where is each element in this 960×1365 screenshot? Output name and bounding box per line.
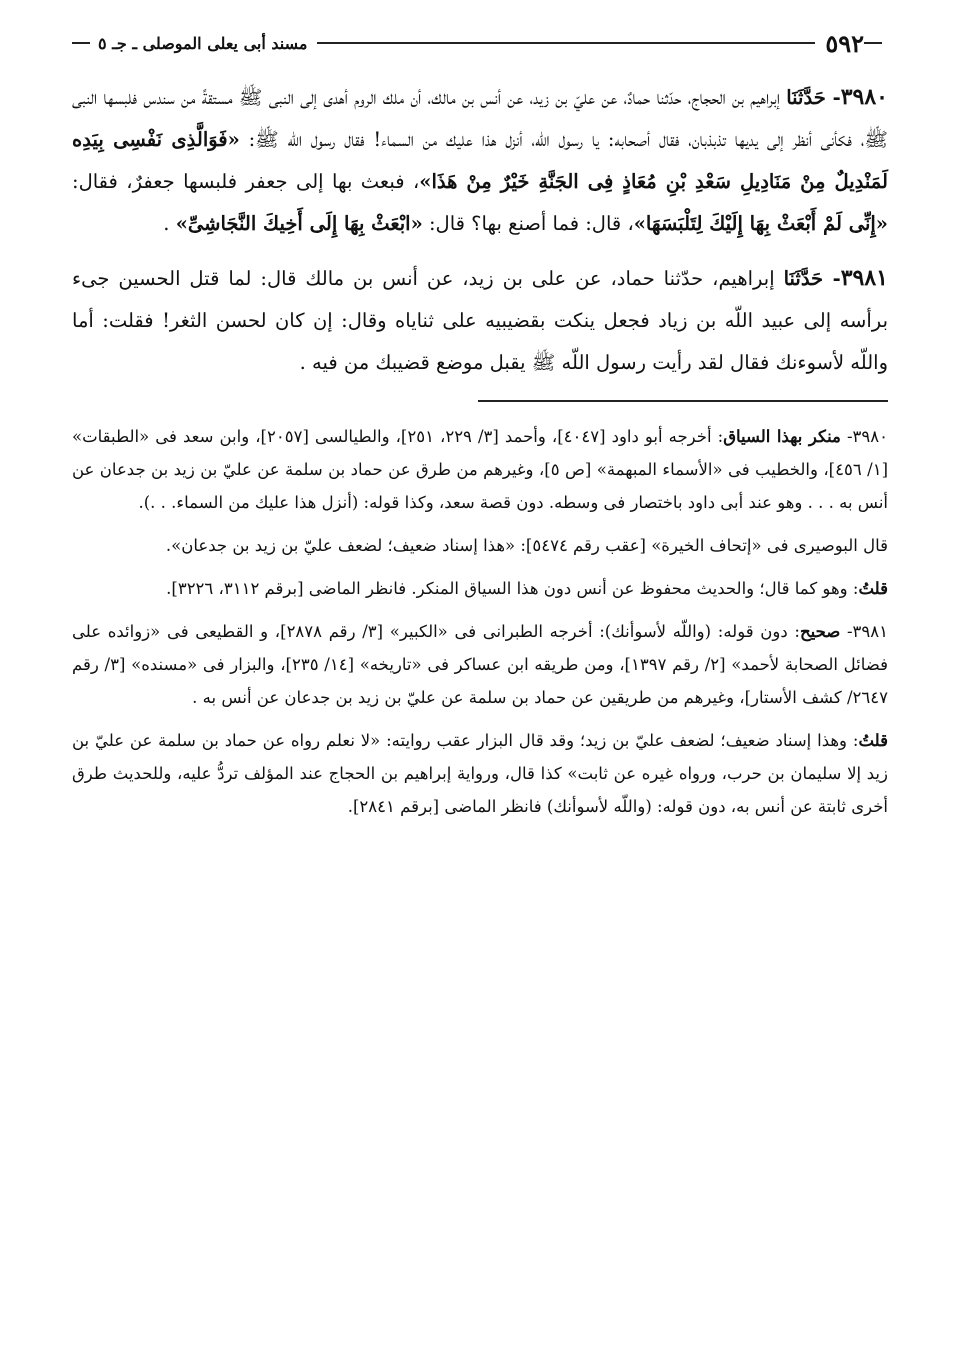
note-3981-qultu xyxy=(72,724,888,823)
note-text: : أخرجه أبو داود [٤٠٤٧]، وأحمد [٣/ ٢٢٩، ٢٥١]، والطيالسى [٢٠٥٧]، وابن سعد فى «الطبقات» [١/ ٤٥٦]، والخطيب فى «الأسماء المبهمة» [ص ٥]، وغيرهم من طرق عن حماد بن سلمة عن عليّ بن زيد بن جدعان عن أنس به . . . وهو عند أبى داود باختصار فى وسطه. دون قصة سعد، وكذا قوله: (أنزل هذا عليك من السماء. . .). xyxy=(72,427,888,512)
prophetic-quote: «إِنِّى لَمْ أَبْعَثْ بِهَا إِلَيْكَ لِتَلْبَسَهَا» xyxy=(633,212,888,235)
header-dash-left xyxy=(72,42,90,44)
hadith-text: إبراهيم، حدّثنا حماد، عن على بن زيد، عن أنس بن مالك قال: لما قتل الحسين جىء برأسه إلى عبيد اللّه بن زياد فجعل ينكت بقضيبيه على ثناياه وقال: إن كان لحسن الثغر! فقلت: أما واللّه لأسوءنك فقال لقد رأيت رسول اللّه ﷺ يقبل موضع قضيبك من فيه . xyxy=(72,267,888,374)
hadith-3981: ٣٩٨١- حَدَّثَنَا إبراهيم، حدّثنا حماد، عن على بن زيد، عن أنس بن مالك قال: لما قتل الحسين جىء برأسه إلى عبيد اللّه بن زياد فجعل ينكت بقضيبيه على ثناياه وقال: إن كان لحسن الثغر! فقلت: أما واللّه لأسوءنك فقال لقد رأيت رسول اللّه ﷺ يقبل موضع قضيبك من فيه . xyxy=(72,265,888,374)
hadith-text: ، فبعث بها إلى جعفر فلبسها جعفرٌ، فقال: xyxy=(72,170,420,193)
note-3981-main: ٣٩٨١- صحيح: دون قوله: (واللّه لأسوأنك): أخرجه الطبرانى فى «الكبير» [٣/ رقم ٢٨٧٨]، و القطيعى فى «زوائده على فضائل الصحابة لأحمد» [٢/ رقم ١٣٩٧]، ومن طريقه ابن عساكر فى «تاريخه» [١٤/ ٢٣٥]، والبزار فى «مسنده» [٣/ رقم ٢٦٤٧/ كشف الأستار]، وغيرهم من طريقين عن حماد بن سلمة عن عليّ بن زيد بن جدعان عن أنس به . xyxy=(72,622,888,707)
hadith-text: إبراهيم بن الحجاج، حدّثنا حمادٌ، عن عليّ بن زيد، عن أنس بن مالك، أن ملك الروم أهدى إلى النبى ﷺ مستقةً من سندس فلبسها النبى ﷺ، فكأنى أنظر إلى يديها تذبذبان، فقال أصحابه: يا رسول اللّه، أنزل هذا عليك من السماء! فقال رسول اللّه ﷺ: xyxy=(72,86,888,151)
header-dash-right xyxy=(864,42,882,44)
note-3980-qultu xyxy=(72,572,888,605)
header-rule xyxy=(317,42,815,44)
note-number: ٣٩٨٠ xyxy=(852,427,888,446)
haddathana: حَدَّثَنَا xyxy=(783,267,824,290)
hadith-number: ٣٩٨١ xyxy=(840,265,888,291)
note-grade: صحيح xyxy=(799,622,841,641)
hadith-3980: ٣٩٨٠- حَدَّثَنَا إبراهيم بن الحجاج، حدّثنا حمادٌ، عن عليّ بن زيد، عن أنس بن مالك، أن ملك الروم أهدى إلى النبى ﷺ مستقةً من سندس فلبسها النبى ﷺ، فكأنى أنظر إلى يديها تذبذبان، فقال أصحابه: يا رسول اللّه، أنزل هذا عليك من السماء! فقال رسول اللّه ﷺ: «فَوَالَّذِى نَفْسِى بِيَدِه لَمَنْدِيلٌ مِنْ مَنَادِيلِ سَعْدِ بْنِ مُعَاذٍ فِى الجَنَّةِ خَيْرٌ مِنْ هَذَا»، فبعث بها إلى جعفر فلبسها جعفرٌ، فقال: «إِنِّى لَمْ أَبْعَثْ بِهَا إِلَيْكَ لِتَلْبَسَهَا»، قال: فما أصنع بها؟ قال: «ابْعَثْ بِهَا إِلَى أَخِيكَ النَّجَاشِىِّ» . xyxy=(72,84,889,235)
qultu-label: قلتُ xyxy=(858,579,888,598)
main-text xyxy=(72,76,888,384)
page xyxy=(72,22,888,833)
hadith-text: ، قال: فما أصنع بها؟ قال: xyxy=(422,212,634,235)
note-text: : وهذا إسناد ضعيف؛ لضعف عليّ بن زيد؛ وقد قال البزار عقب روايته: «لا نعلم رواه عن حماد بن سلمة عن عليّ بن زيد إلا سليمان بن حرب، ورواه غيره عن ثابت» كذا قال، ورواية إبراهيم بن الحجاج عند المؤلف تردُّ عليه، وللحديث طرق أخرى ثابتة عن أنس به، دون قوله: (واللّه لأسوأنك) فانظر الماضى [برقم ٢٨٤١]. xyxy=(72,731,888,816)
footnotes xyxy=(72,420,888,823)
page-number: ٥٩٢ xyxy=(825,28,864,58)
running-header xyxy=(72,22,888,64)
note-number: ٣٩٨١ xyxy=(852,622,888,641)
note-text: : دون قوله: (واللّه لأسوأنك): أخرجه الطبرانى فى «الكبير» [٣/ رقم ٢٨٧٨]، و القطيعى فى «زوائده على فضائل الصحابة لأحمد» [٢/ رقم ١٣٩٧]، ومن طريقه ابن عساكر فى «تاريخه» [١٤/ ٢٣٥]، والبزار فى «مسنده» [٣/ رقم ٢٦٤٧/ كشف الأستار]، وغيرهم من طريقين عن حماد بن سلمة عن عليّ بن زيد بن جدعان عن أنس به . xyxy=(72,622,888,707)
note-3980-busiri xyxy=(72,529,888,562)
qultu-label: قلتُ xyxy=(858,731,888,750)
note-grade: منكر بهذا السياق xyxy=(723,427,841,446)
note-3980-main: ٣٩٨٠- منكر بهذا السياق: أخرجه أبو داود [٤٠٤٧]، وأحمد [٣/ ٢٢٩، ٢٥١]، والطيالسى [٢٠٥٧]، وابن سعد فى «الطبقات» [١/ ٤٥٦]، والخطيب فى «الأسماء المبهمة» [ص ٥]، وغيرهم من طرق عن حماد بن سلمة عن عليّ بن زيد بن جدعان عن أنس به . . . وهو عند أبى داود باختصار فى وسطه. دون قصة سعد، وكذا قوله: (أنزل هذا عليك من السماء. . .). xyxy=(72,427,888,512)
note-text: قال البوصيرى فى «إتحاف الخيرة» [عقب رقم ٥٤٧٤]: «هذا إسناد ضعيف؛ لضعف عليّ بن زيد بن جدعان». xyxy=(165,536,888,555)
prophetic-quote: «ابْعَثْ بِهَا إِلَى أَخِيكَ النَّجَاشِىِّ» xyxy=(175,212,423,235)
book-title: مسند أبى يعلى الموصلى ـ جـ ٥ xyxy=(98,33,308,53)
note-text: : وهو كما قال؛ والحديث محفوظ عن أنس دون هذا السياق المنكر. فانظر الماضى [برقم ٣١١٢، ٣٢٢٦]. xyxy=(166,579,859,598)
hadith-text: . xyxy=(163,212,176,235)
haddathana: حَدَّثَنَا xyxy=(786,86,826,109)
hadith-number: ٣٩٨٠ xyxy=(840,84,888,110)
prophetic-quote: «فَوَالَّذِى نَفْسِى بِيَدِه لَمَنْدِيلٌ مِنْ مَنَادِيلِ سَعْدِ بْنِ مُعَاذٍ فِى الجَنَّةِ خَيْرٌ مِنْ هَذَا» xyxy=(72,128,889,193)
footnote-separator xyxy=(478,400,888,402)
